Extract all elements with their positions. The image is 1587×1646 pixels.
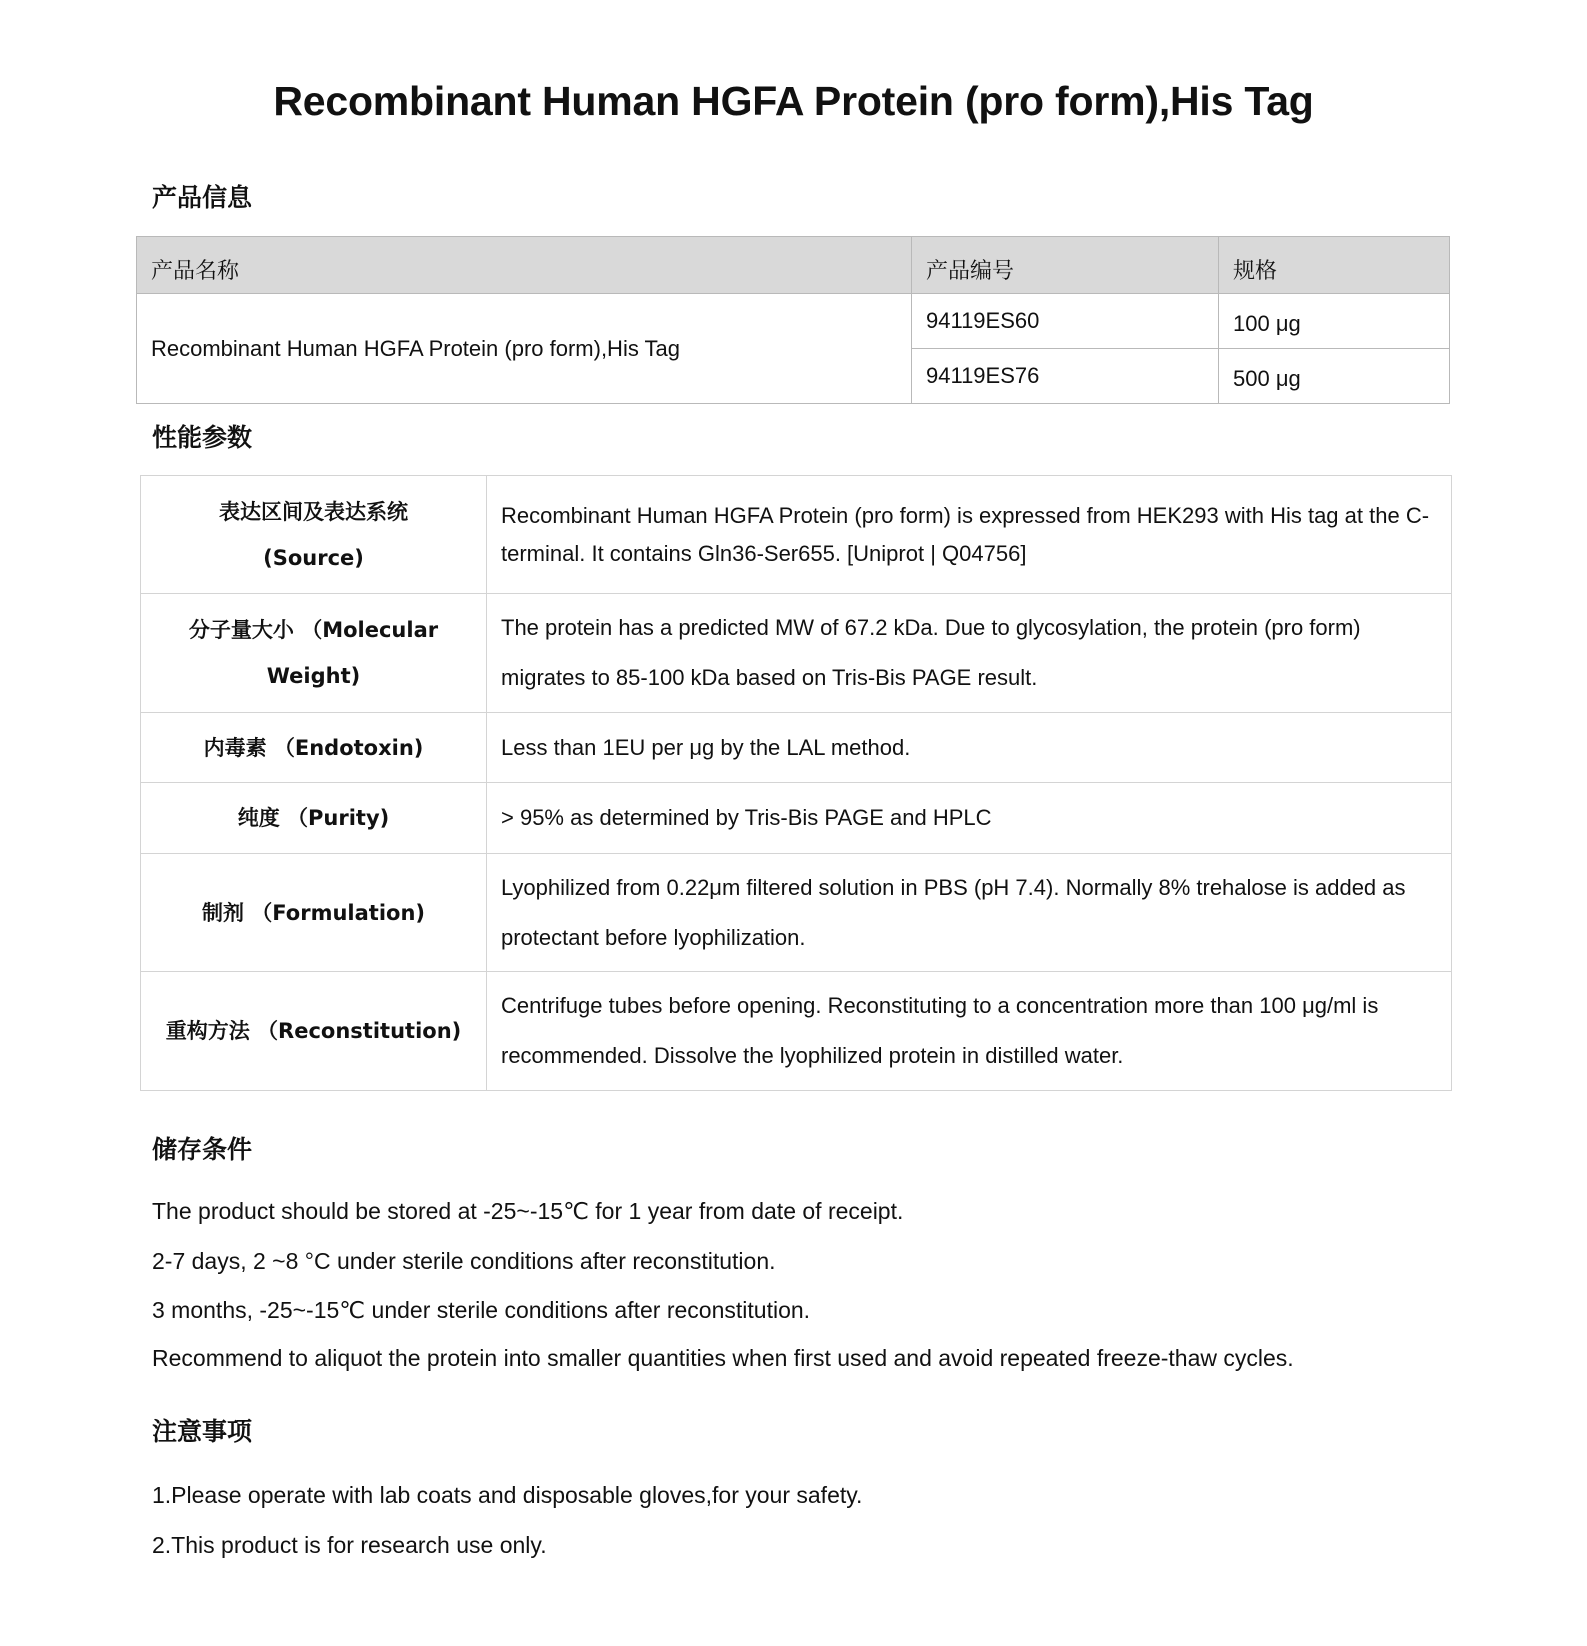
spec-label-zh: 表达区间及表达系统 xyxy=(219,499,408,524)
product-code-cell: 94119ES76 xyxy=(912,349,1219,404)
spec-label-en: (Source) xyxy=(263,545,364,570)
spec-label-en: Weight) xyxy=(266,664,361,688)
spec-label-zh: 分子量大小 （Molecular xyxy=(188,618,439,642)
table-header-row xyxy=(137,237,1450,294)
spec-value: Centrifuge tubes before opening. Reconstituting to a concentration more than 100 μg/ml is recommended. Dissolve the lyophilized protein in distilled water. xyxy=(487,972,1452,1091)
spec-label: 制剂 （Formulation) xyxy=(141,854,487,972)
storage-line: 3 months, -25~-15℃ under sterile conditions after reconstitution. xyxy=(152,1297,811,1323)
specs-table xyxy=(140,475,1452,1091)
column-header-size: 规格 xyxy=(1219,237,1450,294)
spec-label: 重构方法 （Reconstitution) xyxy=(141,972,487,1091)
page-title: Recombinant Human HGFA Protein (pro form),His Tag xyxy=(273,78,1314,124)
note-line: 2.This product is for research use only. xyxy=(152,1532,547,1558)
spec-label xyxy=(141,594,487,713)
spec-value: Less than 1EU per μg by the LAL method. xyxy=(487,713,1452,783)
product-info-table xyxy=(136,236,1450,404)
table-row xyxy=(141,783,1452,854)
section-heading-product-info: 产品信息 xyxy=(152,183,253,212)
spec-value: Lyophilized from 0.22μm filtered solution in PBS (pH 7.4). Normally 8% trehalose is added as protectant before lyophilization. xyxy=(487,854,1452,972)
spec-label xyxy=(141,476,487,594)
column-header-product-code: 产品编号 xyxy=(912,237,1219,294)
table-row xyxy=(137,294,1450,349)
section-heading-specs: 性能参数 xyxy=(152,423,253,452)
storage-line: Recommend to aliquot the protein into smaller quantities when first used and avoid repeated freeze-thaw cycles. xyxy=(152,1345,1294,1371)
product-code-cell: 94119ES60 xyxy=(912,294,1219,349)
product-name-cell: Recombinant Human HGFA Protein (pro form),His Tag xyxy=(137,294,912,404)
section-heading-notes: 注意事项 xyxy=(152,1417,253,1446)
spec-label: 纯度 （Purity) xyxy=(141,783,487,854)
storage-line: 2-7 days, 2 ~8 °C under sterile conditions after reconstitution. xyxy=(152,1248,776,1274)
spec-value: Recombinant Human HGFA Protein (pro form) is expressed from HEK293 with His tag at the C-terminal. It contains Gln36-Ser655. [Uniprot | Q04756] xyxy=(487,476,1452,594)
storage-line: The product should be stored at -25~-15℃ for 1 year from date of receipt. xyxy=(152,1198,904,1224)
column-header-product-name: 产品名称 xyxy=(137,237,912,294)
size-cell: 100 μg xyxy=(1219,294,1450,349)
table-row xyxy=(141,854,1452,972)
table-row xyxy=(141,972,1452,1091)
size-cell: 500 μg xyxy=(1219,349,1450,404)
table-row xyxy=(141,713,1452,783)
note-line: 1.Please operate with lab coats and disposable gloves,for your safety. xyxy=(152,1482,863,1508)
table-row xyxy=(141,594,1452,713)
spec-value: > 95% as determined by Tris-Bis PAGE and HPLC xyxy=(487,783,1452,854)
spec-label: 内毒素 （Endotoxin) xyxy=(141,713,487,783)
section-heading-storage: 储存条件 xyxy=(152,1135,253,1164)
table-row xyxy=(141,476,1452,594)
spec-value: The protein has a predicted MW of 67.2 kDa. Due to glycosylation, the protein (pro form) migrates to 85-100 kDa based on Tris-Bis PAGE result. xyxy=(487,594,1452,713)
